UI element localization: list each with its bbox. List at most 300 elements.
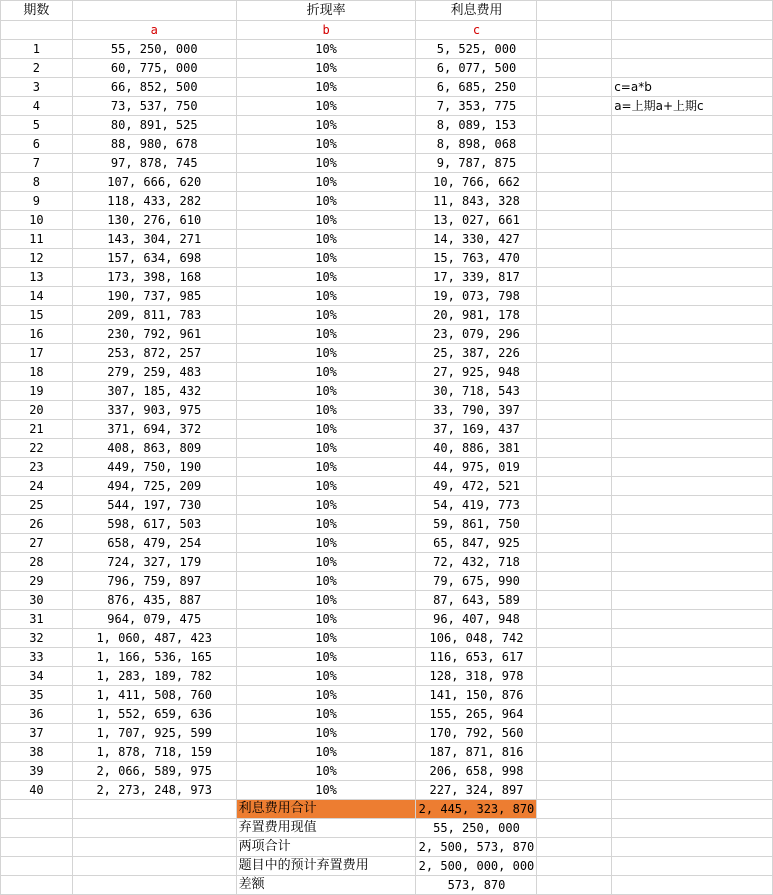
- period-cell[interactable]: 39: [1, 762, 73, 781]
- discount-rate-subheader[interactable]: b: [236, 21, 416, 40]
- empty-cell[interactable]: [612, 439, 773, 458]
- interest-cell[interactable]: 128, 318, 978: [416, 667, 537, 686]
- empty-cell[interactable]: [612, 800, 773, 819]
- period-cell[interactable]: 31: [1, 610, 73, 629]
- period-cell[interactable]: 19: [1, 382, 73, 401]
- period-cell[interactable]: 13: [1, 268, 73, 287]
- interest-cell[interactable]: 8, 898, 068: [416, 135, 537, 154]
- discount-rate-cell[interactable]: 10%: [236, 686, 416, 705]
- empty-cell[interactable]: [537, 458, 612, 477]
- empty-cell[interactable]: [612, 363, 773, 382]
- empty-cell[interactable]: [72, 819, 236, 838]
- discount-rate-cell[interactable]: 10%: [236, 724, 416, 743]
- period-cell[interactable]: 17: [1, 344, 73, 363]
- empty-cell[interactable]: [537, 572, 612, 591]
- interest-cell[interactable]: 6, 685, 250: [416, 78, 537, 97]
- amount-cell[interactable]: 449, 750, 190: [72, 458, 236, 477]
- empty-cell[interactable]: [537, 116, 612, 135]
- summary-value[interactable]: 2, 500, 000, 000: [416, 857, 537, 876]
- interest-cell[interactable]: 141, 150, 876: [416, 686, 537, 705]
- discount-rate-cell[interactable]: 10%: [236, 344, 416, 363]
- discount-rate-cell[interactable]: 10%: [236, 135, 416, 154]
- empty-cell[interactable]: [1, 857, 73, 876]
- interest-cell[interactable]: 15, 763, 470: [416, 249, 537, 268]
- table-row: [1, 610, 773, 629]
- empty-cell[interactable]: [612, 401, 773, 420]
- discount-rate-cell[interactable]: 10%: [236, 515, 416, 534]
- amount-header[interactable]: [72, 1, 236, 21]
- interest-cell[interactable]: 59, 861, 750: [416, 515, 537, 534]
- period-cell[interactable]: 11: [1, 230, 73, 249]
- amount-cell[interactable]: 279, 259, 483: [72, 363, 236, 382]
- amount-cell[interactable]: 80, 891, 525: [72, 116, 236, 135]
- interest-cell[interactable]: 37, 169, 437: [416, 420, 537, 439]
- amount-cell[interactable]: 796, 759, 897: [72, 572, 236, 591]
- amount-cell[interactable]: 157, 634, 698: [72, 249, 236, 268]
- summary-value[interactable]: 2, 500, 573, 870: [416, 838, 537, 857]
- interest-cell[interactable]: 54, 419, 773: [416, 496, 537, 515]
- summary-label[interactable]: 题目中的预计弃置费用: [236, 857, 416, 876]
- empty-cell[interactable]: [612, 477, 773, 496]
- empty-cell[interactable]: [612, 743, 773, 762]
- empty-cell[interactable]: [612, 686, 773, 705]
- amount-cell[interactable]: 88, 980, 678: [72, 135, 236, 154]
- empty-cell[interactable]: [537, 477, 612, 496]
- period-cell[interactable]: 36: [1, 705, 73, 724]
- summary-value[interactable]: 55, 250, 000: [416, 819, 537, 838]
- empty-cell[interactable]: [612, 762, 773, 781]
- formula-note[interactable]: a=上期a+上期c: [612, 97, 773, 116]
- discount-rate-cell[interactable]: 10%: [236, 154, 416, 173]
- period-cell[interactable]: 9: [1, 192, 73, 211]
- interest-subheader[interactable]: c: [416, 21, 537, 40]
- period-cell[interactable]: 26: [1, 515, 73, 534]
- amount-cell[interactable]: 724, 327, 179: [72, 553, 236, 572]
- amount-cell[interactable]: 55, 250, 000: [72, 40, 236, 59]
- period-cell[interactable]: 23: [1, 458, 73, 477]
- table-row: [1, 648, 773, 667]
- empty-cell[interactable]: [612, 420, 773, 439]
- empty-cell[interactable]: [537, 78, 612, 97]
- discount-rate-cell[interactable]: 10%: [236, 249, 416, 268]
- empty-cell[interactable]: [537, 838, 612, 857]
- summary-value[interactable]: 2, 445, 323, 870: [416, 800, 537, 819]
- discount-rate-cell[interactable]: 10%: [236, 40, 416, 59]
- empty-cell[interactable]: [72, 800, 236, 819]
- interest-cell[interactable]: 65, 847, 925: [416, 534, 537, 553]
- amount-cell[interactable]: 209, 811, 783: [72, 306, 236, 325]
- empty-cell[interactable]: [612, 1, 773, 21]
- summary-label[interactable]: 利息费用合计: [236, 800, 416, 819]
- subheader-row: [1, 21, 773, 40]
- empty-cell[interactable]: [537, 59, 612, 78]
- empty-cell[interactable]: [612, 553, 773, 572]
- empty-cell[interactable]: [537, 21, 612, 40]
- period-cell[interactable]: 10: [1, 211, 73, 230]
- discount-rate-cell[interactable]: 10%: [236, 287, 416, 306]
- period-cell[interactable]: 38: [1, 743, 73, 762]
- interest-cell[interactable]: 20, 981, 178: [416, 306, 537, 325]
- period-cell[interactable]: 1: [1, 40, 73, 59]
- discount-rate-cell[interactable]: 10%: [236, 496, 416, 515]
- table-row: [1, 515, 773, 534]
- empty-cell[interactable]: [537, 610, 612, 629]
- empty-cell[interactable]: [612, 211, 773, 230]
- amount-cell[interactable]: 307, 185, 432: [72, 382, 236, 401]
- discount-rate-cell[interactable]: 10%: [236, 78, 416, 97]
- period-cell[interactable]: 18: [1, 363, 73, 382]
- amount-cell[interactable]: 876, 435, 887: [72, 591, 236, 610]
- empty-cell[interactable]: [537, 325, 612, 344]
- amount-cell[interactable]: 1, 283, 189, 782: [72, 667, 236, 686]
- amount-cell[interactable]: 1, 060, 487, 423: [72, 629, 236, 648]
- empty-cell[interactable]: [537, 211, 612, 230]
- amount-cell[interactable]: 408, 863, 809: [72, 439, 236, 458]
- discount-rate-cell[interactable]: 10%: [236, 173, 416, 192]
- empty-cell[interactable]: [537, 1, 612, 21]
- discount-rate-cell[interactable]: 10%: [236, 230, 416, 249]
- amount-cell[interactable]: 658, 479, 254: [72, 534, 236, 553]
- empty-cell[interactable]: [612, 287, 773, 306]
- empty-cell[interactable]: [537, 40, 612, 59]
- interest-cell[interactable]: 19, 073, 798: [416, 287, 537, 306]
- table-row: [1, 97, 773, 116]
- empty-cell[interactable]: [537, 686, 612, 705]
- interest-header[interactable]: 利息费用: [416, 1, 537, 21]
- empty-cell[interactable]: [537, 401, 612, 420]
- interest-cell[interactable]: 79, 675, 990: [416, 572, 537, 591]
- empty-cell[interactable]: [537, 382, 612, 401]
- interest-cell[interactable]: 25, 387, 226: [416, 344, 537, 363]
- empty-cell[interactable]: [612, 648, 773, 667]
- empty-cell[interactable]: [537, 287, 612, 306]
- empty-cell[interactable]: [612, 629, 773, 648]
- amount-cell[interactable]: 143, 304, 271: [72, 230, 236, 249]
- amount-cell[interactable]: 337, 903, 975: [72, 401, 236, 420]
- amount-cell[interactable]: 130, 276, 610: [72, 211, 236, 230]
- table-row: [1, 192, 773, 211]
- interest-cell[interactable]: 187, 871, 816: [416, 743, 537, 762]
- empty-cell[interactable]: [537, 667, 612, 686]
- empty-cell[interactable]: [537, 591, 612, 610]
- empty-cell[interactable]: [612, 116, 773, 135]
- empty-cell[interactable]: [612, 59, 773, 78]
- table-row: [1, 477, 773, 496]
- empty-cell[interactable]: [612, 173, 773, 192]
- empty-cell[interactable]: [612, 135, 773, 154]
- amount-cell[interactable]: 73, 537, 750: [72, 97, 236, 116]
- empty-cell[interactable]: [537, 173, 612, 192]
- empty-cell[interactable]: [537, 857, 612, 876]
- empty-cell[interactable]: [612, 382, 773, 401]
- amount-cell[interactable]: 1, 878, 718, 159: [72, 743, 236, 762]
- summary-label[interactable]: 差额: [236, 876, 416, 895]
- amount-cell[interactable]: 253, 872, 257: [72, 344, 236, 363]
- empty-cell[interactable]: [612, 534, 773, 553]
- interest-cell[interactable]: 116, 653, 617: [416, 648, 537, 667]
- empty-cell[interactable]: [537, 268, 612, 287]
- discount-rate-cell[interactable]: 10%: [236, 534, 416, 553]
- empty-cell[interactable]: [537, 344, 612, 363]
- empty-cell[interactable]: [537, 363, 612, 382]
- discount-rate-cell[interactable]: 10%: [236, 458, 416, 477]
- discount-rate-cell[interactable]: 10%: [236, 420, 416, 439]
- interest-cell[interactable]: 96, 407, 948: [416, 610, 537, 629]
- empty-cell[interactable]: [612, 819, 773, 838]
- period-cell[interactable]: 7: [1, 154, 73, 173]
- empty-cell[interactable]: [612, 154, 773, 173]
- formula-note[interactable]: c=a*b: [612, 78, 773, 97]
- amount-cell[interactable]: 598, 617, 503: [72, 515, 236, 534]
- amount-cell[interactable]: 371, 694, 372: [72, 420, 236, 439]
- empty-cell[interactable]: [537, 420, 612, 439]
- empty-cell[interactable]: [1, 876, 73, 895]
- empty-cell[interactable]: [612, 838, 773, 857]
- period-cell[interactable]: 40: [1, 781, 73, 800]
- discount-rate-cell[interactable]: 10%: [236, 648, 416, 667]
- empty-cell[interactable]: [537, 230, 612, 249]
- period-cell[interactable]: 4: [1, 97, 73, 116]
- period-header[interactable]: 期数: [1, 1, 73, 21]
- empty-cell[interactable]: [72, 857, 236, 876]
- summary-row: [1, 819, 773, 838]
- period-cell[interactable]: 16: [1, 325, 73, 344]
- period-subheader[interactable]: [1, 21, 73, 40]
- summary-label[interactable]: 两项合计: [236, 838, 416, 857]
- period-cell[interactable]: 30: [1, 591, 73, 610]
- amount-cell[interactable]: 1, 411, 508, 760: [72, 686, 236, 705]
- amount-cell[interactable]: 1, 707, 925, 599: [72, 724, 236, 743]
- empty-cell[interactable]: [537, 762, 612, 781]
- empty-cell[interactable]: [537, 154, 612, 173]
- empty-cell[interactable]: [72, 876, 236, 895]
- interest-cell[interactable]: 44, 975, 019: [416, 458, 537, 477]
- empty-cell[interactable]: [537, 135, 612, 154]
- empty-cell[interactable]: [612, 876, 773, 895]
- discount-rate-cell[interactable]: 10%: [236, 610, 416, 629]
- interest-cell[interactable]: 87, 643, 589: [416, 591, 537, 610]
- discount-rate-cell[interactable]: 10%: [236, 401, 416, 420]
- table-row: [1, 268, 773, 287]
- interest-cell[interactable]: 23, 079, 296: [416, 325, 537, 344]
- empty-cell[interactable]: [612, 724, 773, 743]
- table-row: [1, 382, 773, 401]
- empty-cell[interactable]: [537, 249, 612, 268]
- summary-row: [1, 857, 773, 876]
- amount-cell[interactable]: 494, 725, 209: [72, 477, 236, 496]
- period-cell[interactable]: 8: [1, 173, 73, 192]
- table-row: [1, 401, 773, 420]
- period-cell[interactable]: 5: [1, 116, 73, 135]
- empty-cell[interactable]: [537, 553, 612, 572]
- period-cell[interactable]: 29: [1, 572, 73, 591]
- period-cell[interactable]: 14: [1, 287, 73, 306]
- amount-cell[interactable]: 66, 852, 500: [72, 78, 236, 97]
- empty-cell[interactable]: [612, 306, 773, 325]
- table-row: [1, 743, 773, 762]
- empty-cell[interactable]: [537, 876, 612, 895]
- amount-cell[interactable]: 107, 666, 620: [72, 173, 236, 192]
- amount-cell[interactable]: 2, 273, 248, 973: [72, 781, 236, 800]
- empty-cell[interactable]: [612, 230, 773, 249]
- empty-cell[interactable]: [537, 781, 612, 800]
- discount-rate-cell[interactable]: 10%: [236, 781, 416, 800]
- table-row: [1, 591, 773, 610]
- amount-cell[interactable]: 544, 197, 730: [72, 496, 236, 515]
- period-cell[interactable]: 6: [1, 135, 73, 154]
- period-cell[interactable]: 34: [1, 667, 73, 686]
- interest-cell[interactable]: 155, 265, 964: [416, 705, 537, 724]
- period-cell[interactable]: 32: [1, 629, 73, 648]
- interest-cell[interactable]: 6, 077, 500: [416, 59, 537, 78]
- amount-subheader[interactable]: a: [72, 21, 236, 40]
- empty-cell[interactable]: [537, 439, 612, 458]
- interest-cell[interactable]: 11, 843, 328: [416, 192, 537, 211]
- period-cell[interactable]: 35: [1, 686, 73, 705]
- interest-cell[interactable]: 40, 886, 381: [416, 439, 537, 458]
- empty-cell[interactable]: [537, 192, 612, 211]
- amount-cell[interactable]: 60, 775, 000: [72, 59, 236, 78]
- period-cell[interactable]: 15: [1, 306, 73, 325]
- discount-rate-cell[interactable]: 10%: [236, 382, 416, 401]
- empty-cell[interactable]: [537, 515, 612, 534]
- empty-cell[interactable]: [537, 648, 612, 667]
- discount-rate-cell[interactable]: 10%: [236, 268, 416, 287]
- empty-cell[interactable]: [1, 800, 73, 819]
- discount-rate-cell[interactable]: 10%: [236, 192, 416, 211]
- period-cell[interactable]: 24: [1, 477, 73, 496]
- amount-cell[interactable]: 2, 066, 589, 975: [72, 762, 236, 781]
- interest-cell[interactable]: 72, 432, 718: [416, 553, 537, 572]
- empty-cell[interactable]: [537, 819, 612, 838]
- amount-cell[interactable]: 97, 878, 745: [72, 154, 236, 173]
- interest-cell[interactable]: 49, 472, 521: [416, 477, 537, 496]
- amount-cell[interactable]: 190, 737, 985: [72, 287, 236, 306]
- amount-cell[interactable]: 1, 166, 536, 165: [72, 648, 236, 667]
- interest-cell[interactable]: 5, 525, 000: [416, 40, 537, 59]
- empty-cell[interactable]: [537, 306, 612, 325]
- empty-cell[interactable]: [612, 458, 773, 477]
- empty-cell[interactable]: [537, 800, 612, 819]
- interest-cell[interactable]: 170, 792, 560: [416, 724, 537, 743]
- discount-rate-cell[interactable]: 10%: [236, 306, 416, 325]
- amount-cell[interactable]: 1, 552, 659, 636: [72, 705, 236, 724]
- empty-cell[interactable]: [612, 591, 773, 610]
- discount-rate-header[interactable]: 折现率: [236, 1, 416, 21]
- interest-cell[interactable]: 30, 718, 543: [416, 382, 537, 401]
- interest-cell[interactable]: 106, 048, 742: [416, 629, 537, 648]
- interest-cell[interactable]: 17, 339, 817: [416, 268, 537, 287]
- discount-rate-cell[interactable]: 10%: [236, 667, 416, 686]
- discount-rate-cell[interactable]: 10%: [236, 439, 416, 458]
- empty-cell[interactable]: [612, 667, 773, 686]
- empty-cell[interactable]: [612, 781, 773, 800]
- summary-label[interactable]: 弃置费用现值: [236, 819, 416, 838]
- discount-rate-cell[interactable]: 10%: [236, 325, 416, 344]
- period-cell[interactable]: 28: [1, 553, 73, 572]
- interest-cell[interactable]: 27, 925, 948: [416, 363, 537, 382]
- period-cell[interactable]: 25: [1, 496, 73, 515]
- table-row: [1, 496, 773, 515]
- empty-cell[interactable]: [612, 344, 773, 363]
- empty-cell[interactable]: [612, 192, 773, 211]
- empty-cell[interactable]: [612, 249, 773, 268]
- discount-rate-cell[interactable]: 10%: [236, 553, 416, 572]
- empty-cell[interactable]: [537, 496, 612, 515]
- summary-value[interactable]: 573, 870: [416, 876, 537, 895]
- discount-rate-cell[interactable]: 10%: [236, 705, 416, 724]
- amount-cell[interactable]: 173, 398, 168: [72, 268, 236, 287]
- discount-rate-cell[interactable]: 10%: [236, 762, 416, 781]
- interest-cell[interactable]: 13, 027, 661: [416, 211, 537, 230]
- empty-cell[interactable]: [612, 705, 773, 724]
- empty-cell[interactable]: [612, 572, 773, 591]
- empty-cell[interactable]: [612, 610, 773, 629]
- discount-rate-cell[interactable]: 10%: [236, 116, 416, 135]
- amount-cell[interactable]: 230, 792, 961: [72, 325, 236, 344]
- period-cell[interactable]: 2: [1, 59, 73, 78]
- period-cell[interactable]: 21: [1, 420, 73, 439]
- interest-cell[interactable]: 7, 353, 775: [416, 97, 537, 116]
- empty-cell[interactable]: [537, 724, 612, 743]
- discount-rate-cell[interactable]: 10%: [236, 629, 416, 648]
- empty-cell[interactable]: [1, 838, 73, 857]
- amount-cell[interactable]: 964, 079, 475: [72, 610, 236, 629]
- empty-cell[interactable]: [537, 97, 612, 116]
- interest-cell[interactable]: 227, 324, 897: [416, 781, 537, 800]
- discount-rate-cell[interactable]: 10%: [236, 211, 416, 230]
- discount-rate-cell[interactable]: 10%: [236, 477, 416, 496]
- empty-cell[interactable]: [612, 515, 773, 534]
- table-row: [1, 78, 773, 97]
- table-row: [1, 363, 773, 382]
- period-cell[interactable]: 33: [1, 648, 73, 667]
- empty-cell[interactable]: [612, 857, 773, 876]
- empty-cell[interactable]: [612, 496, 773, 515]
- empty-cell[interactable]: [537, 534, 612, 553]
- interest-cell[interactable]: 8, 089, 153: [416, 116, 537, 135]
- discount-rate-cell[interactable]: 10%: [236, 97, 416, 116]
- empty-cell[interactable]: [612, 325, 773, 344]
- interest-cell[interactable]: 10, 766, 662: [416, 173, 537, 192]
- period-cell[interactable]: 27: [1, 534, 73, 553]
- empty-cell[interactable]: [72, 838, 236, 857]
- empty-cell[interactable]: [612, 40, 773, 59]
- discount-rate-cell[interactable]: 10%: [236, 363, 416, 382]
- empty-cell[interactable]: [1, 819, 73, 838]
- period-cell[interactable]: 12: [1, 249, 73, 268]
- discount-rate-cell[interactable]: 10%: [236, 59, 416, 78]
- empty-cell[interactable]: [537, 743, 612, 762]
- empty-cell[interactable]: [537, 629, 612, 648]
- period-cell[interactable]: 20: [1, 401, 73, 420]
- period-cell[interactable]: 22: [1, 439, 73, 458]
- interest-cell[interactable]: 206, 658, 998: [416, 762, 537, 781]
- discount-rate-cell[interactable]: 10%: [236, 591, 416, 610]
- empty-cell[interactable]: [612, 268, 773, 287]
- empty-cell[interactable]: [537, 705, 612, 724]
- discount-rate-cell[interactable]: 10%: [236, 572, 416, 591]
- interest-cell[interactable]: 33, 790, 397: [416, 401, 537, 420]
- empty-cell[interactable]: [612, 21, 773, 40]
- summary-row: [1, 838, 773, 857]
- period-cell[interactable]: 3: [1, 78, 73, 97]
- interest-cell[interactable]: 14, 330, 427: [416, 230, 537, 249]
- period-cell[interactable]: 37: [1, 724, 73, 743]
- discount-rate-cell[interactable]: 10%: [236, 743, 416, 762]
- amount-cell[interactable]: 118, 433, 282: [72, 192, 236, 211]
- interest-cell[interactable]: 9, 787, 875: [416, 154, 537, 173]
